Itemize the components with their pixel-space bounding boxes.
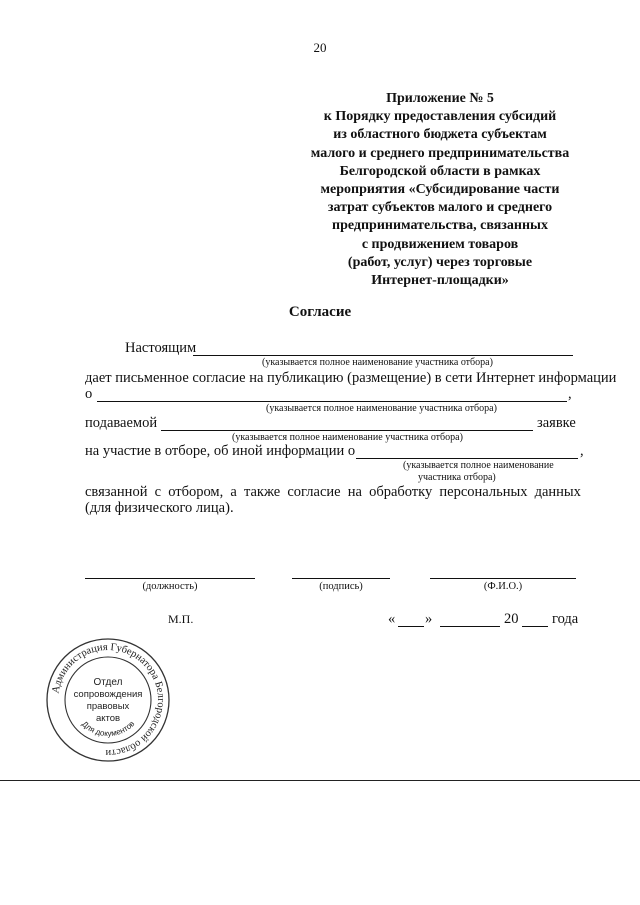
day-blank[interactable] — [398, 626, 424, 627]
body-word: с — [154, 484, 162, 500]
appendix-line: Белгородской области в рамках — [339, 163, 541, 179]
participant-name-blank-1[interactable] — [193, 355, 573, 356]
appendix-line: из областного бюджета субъектам — [333, 127, 547, 143]
caption-2: (указывается полное наименование участника отбора) — [266, 403, 497, 414]
stamp-center-line: сопровождения — [73, 689, 143, 700]
year-suffix: года — [552, 611, 579, 627]
appendix-line: к Порядку предоставления субсидий — [323, 109, 557, 125]
fio-signature-line[interactable] — [430, 578, 576, 579]
year-prefix: 20 — [504, 611, 519, 627]
other-info-blank[interactable] — [356, 458, 578, 459]
stamp-center-line: Отдел — [93, 677, 123, 688]
body-line-3-start: о — [85, 386, 93, 402]
date-open-quote: « — [388, 611, 396, 627]
seal-place-label: М.П. — [168, 612, 194, 626]
appendix-line: Приложение № 5 — [386, 91, 494, 106]
body-line-4-start: подаваемой — [85, 415, 158, 431]
body-line-1-start: Настоящим — [125, 340, 197, 356]
caption-1: (указывается полное наименование участника отбора) — [262, 357, 493, 368]
body-line-4-end: заявке — [537, 415, 576, 431]
body-line-2: дает письменное согласие на публикацию (размещение) в сети Интернет информации — [85, 370, 617, 386]
fio-caption: (Ф.И.О.) — [483, 581, 523, 592]
signature-caption: (подпись) — [319, 581, 363, 592]
body-word: согласие — [287, 484, 341, 500]
page-number: 20 — [313, 40, 327, 55]
body-line-7: (для физического лица). — [85, 500, 234, 516]
document-title: Согласие — [288, 304, 352, 320]
position-signature-line[interactable] — [85, 578, 255, 579]
caption-4a: (указывается полное наименование — [403, 460, 554, 471]
stamp-center-line: правовых — [86, 701, 130, 712]
body-line-6 — [85, 484, 581, 501]
stamp-center-line: актов — [95, 713, 121, 724]
body-word: на — [347, 484, 362, 500]
body-line-5-end: , — [580, 443, 584, 459]
caption-3: (указывается полное наименование участника отбора) — [232, 432, 463, 443]
position-caption: (должность) — [142, 581, 198, 592]
appendix-header — [300, 90, 580, 290]
stamp-ring-text: Администрация Губернатора Белгородской области — [50, 641, 167, 759]
appendix-line: мероприятия «Субсидирование части — [320, 182, 560, 198]
body-word: связанной — [85, 484, 148, 500]
body-line-5-start: на участие в отборе, об иной информации о — [85, 443, 356, 459]
information-blank[interactable] — [97, 401, 567, 402]
body-word: обработку — [369, 484, 433, 500]
appendix-line: затрат субъектов малого и среднего — [327, 200, 553, 216]
appendix-line: предпринимательства, связанных — [332, 218, 548, 234]
appendix-line: с продвижением товаров — [361, 236, 519, 252]
body-word: отбором, — [168, 484, 224, 500]
body-word: также — [243, 484, 281, 500]
caption-4b: участника отбора) — [418, 472, 496, 483]
appendix-line: (работ, услуг) через торговые — [347, 254, 533, 270]
month-blank[interactable] — [440, 626, 500, 627]
body-word: а — [230, 484, 237, 500]
application-blank[interactable] — [161, 430, 533, 431]
stamp-bottom-text: Для документов — [80, 719, 137, 739]
appendix-line: Интернет-площадки» — [371, 273, 509, 289]
date-close-quote: » — [425, 611, 433, 627]
signature-line[interactable] — [292, 578, 390, 579]
year-blank[interactable] — [522, 626, 548, 627]
body-word: данных — [534, 484, 581, 500]
department-stamp — [44, 636, 172, 764]
body-word: персональных — [439, 484, 528, 500]
body-line-3-end: , — [568, 386, 572, 402]
appendix-line: малого и среднего предпринимательства — [310, 145, 570, 161]
footer-rule — [0, 780, 640, 781]
